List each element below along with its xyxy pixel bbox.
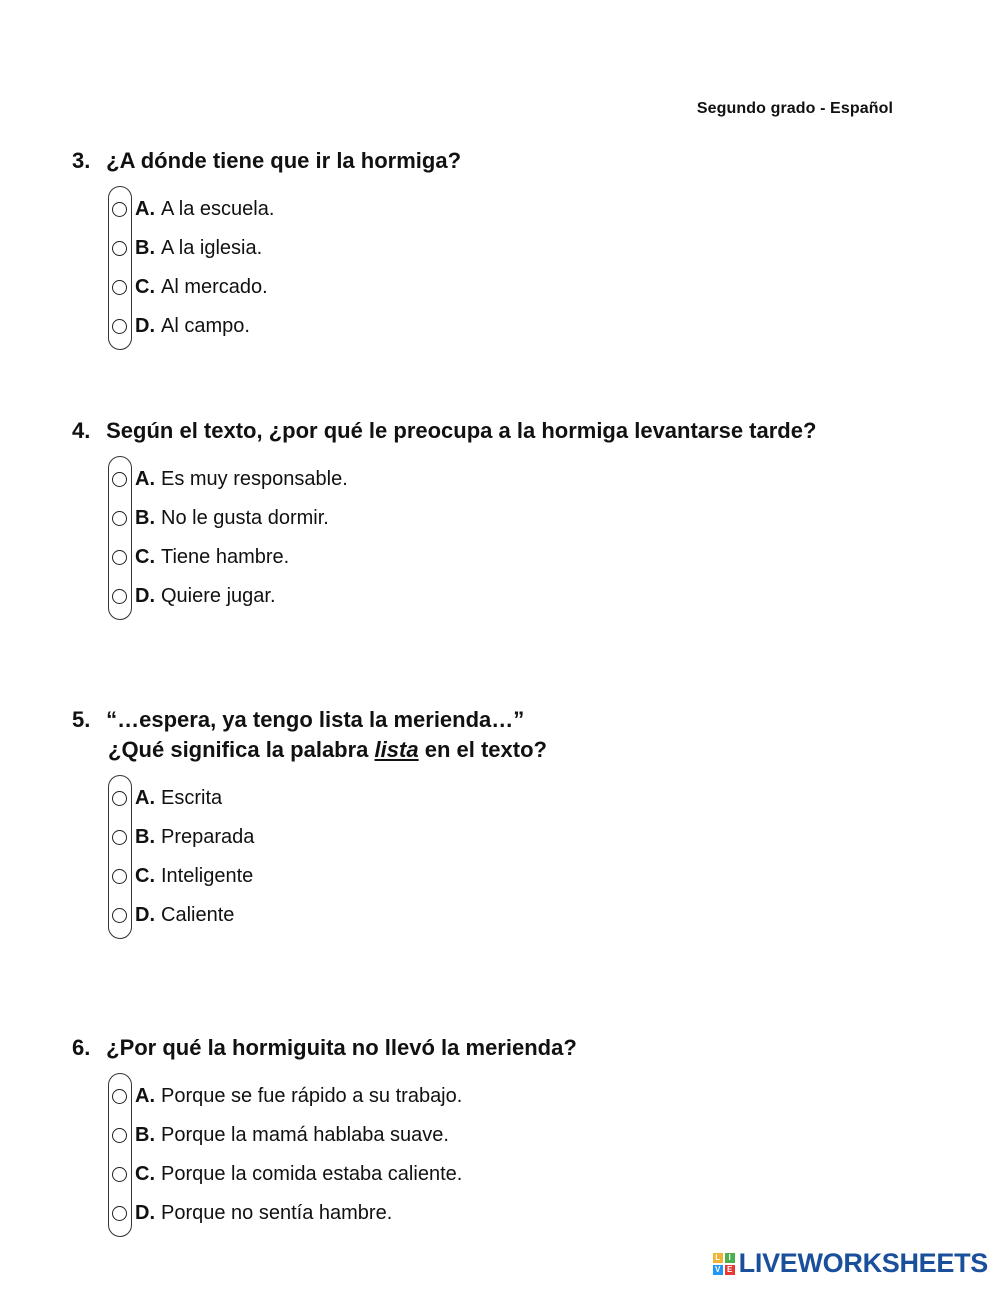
option-letter: D. [135, 315, 155, 337]
option-text: No le gusta dormir. [161, 507, 329, 529]
radio-button[interactable] [112, 869, 127, 884]
option-text: Porque se fue rápido a su trabajo. [161, 1085, 463, 1107]
options-group [108, 1077, 808, 1233]
radio-button[interactable] [112, 830, 127, 845]
question-number: 6. [72, 1035, 91, 1060]
radio-button[interactable] [112, 1128, 127, 1143]
radio-button[interactable] [112, 202, 127, 217]
options-group [108, 779, 808, 935]
option-a[interactable] [108, 1077, 808, 1116]
option-c[interactable] [108, 1155, 808, 1194]
option-letter: A. [135, 1085, 155, 1107]
option-text: Porque no sentía hambre. [161, 1202, 393, 1224]
logo-mark-letter: L [713, 1253, 723, 1263]
option-c[interactable] [108, 538, 808, 577]
question-text: ¿A dónde tiene que ir la hormiga? [106, 148, 462, 173]
question-number: 4. [72, 418, 91, 443]
radio-button[interactable] [112, 791, 127, 806]
liveworksheets-logo[interactable] [713, 1248, 988, 1279]
option-d[interactable] [108, 577, 808, 616]
option-text: Escrita [161, 787, 223, 809]
radio-button[interactable] [112, 1089, 127, 1104]
radio-button[interactable] [112, 511, 127, 526]
option-d[interactable] [108, 307, 808, 346]
option-text: Porque la comida estaba caliente. [161, 1163, 463, 1185]
question-6 [72, 1033, 952, 1233]
grade-subject-header: Segundo grado - Español [696, 100, 893, 117]
option-c[interactable] [108, 268, 808, 307]
option-text: Porque la mamá hablaba suave. [161, 1124, 449, 1146]
option-letter: C. [135, 1163, 155, 1185]
option-letter: B. [135, 1124, 155, 1146]
question-number: 3. [72, 148, 91, 173]
option-d[interactable] [108, 1194, 808, 1233]
option-text: Al mercado. [161, 276, 268, 298]
radio-button[interactable] [112, 1167, 127, 1182]
radio-button[interactable] [112, 589, 127, 604]
logo-mark-icon [713, 1253, 735, 1275]
logo-mark-letter: I [725, 1253, 735, 1263]
question-title [72, 705, 952, 735]
radio-button[interactable] [112, 319, 127, 334]
question-4 [72, 416, 952, 616]
option-text: Tiene hambre. [161, 546, 290, 568]
option-letter: D. [135, 1202, 155, 1224]
option-a[interactable] [108, 190, 808, 229]
option-letter: B. [135, 826, 155, 848]
option-letter: D. [135, 904, 155, 926]
question-text: Según el texto, ¿por qué le preocupa a la hormiga levantarse tarde? [106, 418, 817, 443]
question-subtitle-after: en el texto? [424, 737, 547, 762]
question-title [72, 416, 952, 446]
logo-text: LIVEWORKSHEETS [738, 1248, 988, 1278]
option-letter: C. [135, 546, 155, 568]
option-b[interactable] [108, 499, 808, 538]
options-group [108, 190, 808, 346]
option-letter: A. [135, 787, 155, 809]
option-letter: A. [135, 198, 155, 220]
option-letter: C. [135, 865, 155, 887]
option-letter: C. [135, 276, 155, 298]
option-text: Preparada [161, 826, 255, 848]
radio-button[interactable] [112, 241, 127, 256]
question-title [72, 146, 952, 176]
option-text: A la iglesia. [161, 237, 263, 259]
option-a[interactable] [108, 460, 808, 499]
option-text: Es muy responsable. [161, 468, 348, 490]
option-text: Inteligente [161, 865, 254, 887]
question-subtitle-before: ¿Qué significa la palabra [108, 737, 369, 762]
question-text: ¿Por qué la hormiguita no llevó la merienda? [106, 1035, 577, 1060]
option-b[interactable] [108, 1116, 808, 1155]
radio-button[interactable] [112, 472, 127, 487]
option-letter: B. [135, 507, 155, 529]
option-b[interactable] [108, 229, 808, 268]
option-text: Quiere jugar. [161, 585, 276, 607]
option-b[interactable] [108, 818, 808, 857]
radio-button[interactable] [112, 1206, 127, 1221]
option-text: A la escuela. [161, 198, 275, 220]
radio-button[interactable] [112, 908, 127, 923]
option-text: Caliente [161, 904, 235, 926]
logo-mark-letter: E [725, 1265, 735, 1275]
question-subtitle [72, 735, 952, 765]
question-text: “…espera, ya tengo lista la merienda…” [106, 707, 525, 732]
logo-mark-letter: V [713, 1265, 723, 1275]
option-letter: B. [135, 237, 155, 259]
question-number: 5. [72, 707, 91, 732]
option-text: Al campo. [161, 315, 250, 337]
radio-button[interactable] [112, 280, 127, 295]
options-group [108, 460, 808, 616]
option-d[interactable] [108, 896, 808, 935]
option-c[interactable] [108, 857, 808, 896]
option-a[interactable] [108, 779, 808, 818]
option-letter: A. [135, 468, 155, 490]
highlighted-word: lista [374, 737, 419, 762]
option-letter: D. [135, 585, 155, 607]
question-3 [72, 146, 952, 346]
question-5 [72, 705, 952, 935]
radio-button[interactable] [112, 550, 127, 565]
question-title [72, 1033, 952, 1063]
